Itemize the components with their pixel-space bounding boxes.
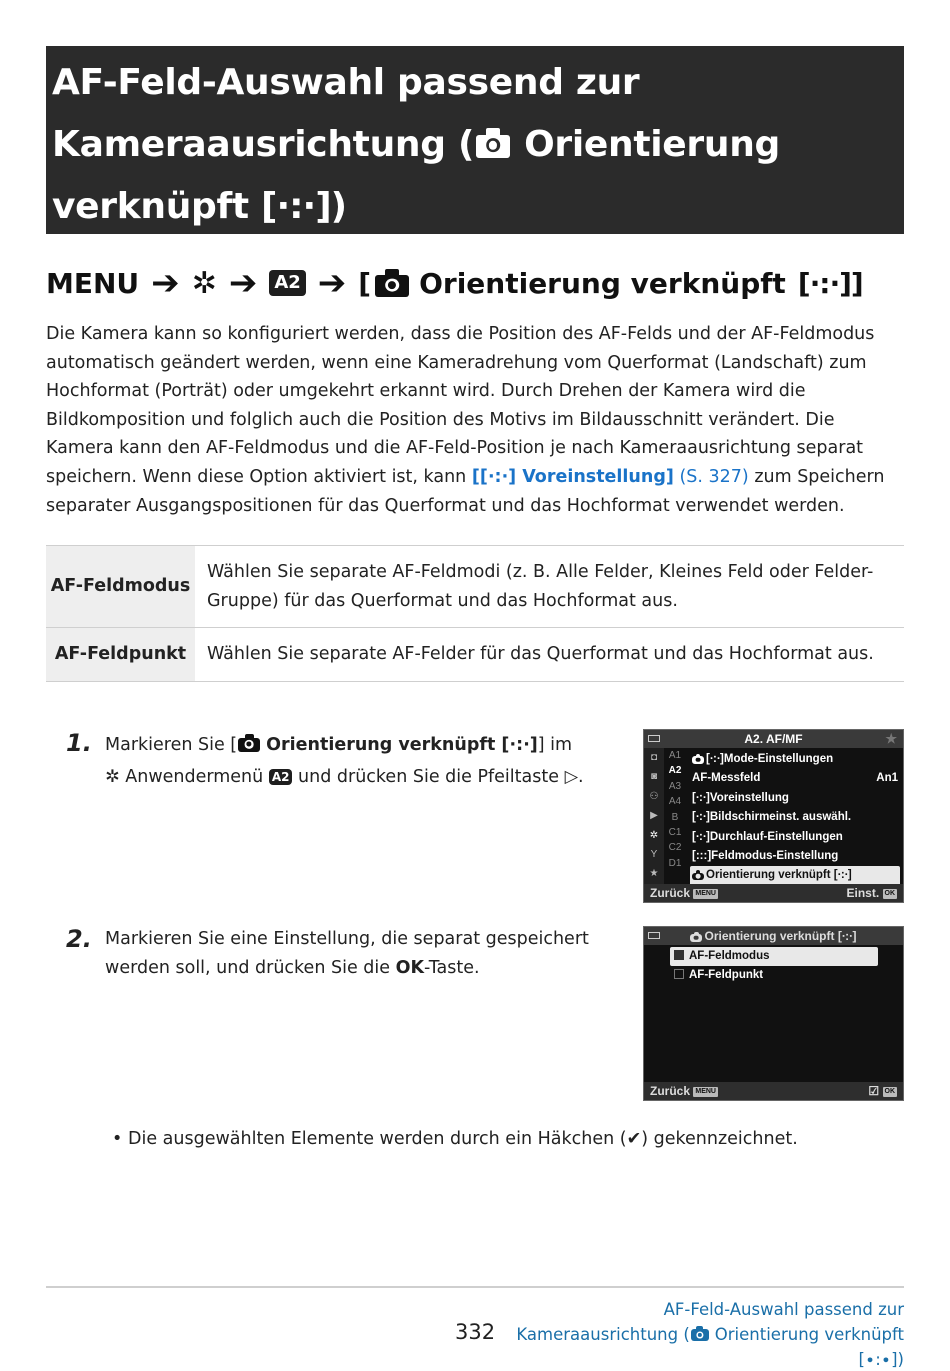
gear-icon: ✲ — [191, 265, 217, 301]
shooting-menu-1-icon[interactable]: ◘ — [650, 752, 658, 763]
menu-item-label: AF-Messfeld — [692, 772, 761, 785]
playback-menu-icon[interactable]: ▶ — [650, 810, 658, 822]
table-key: AF-Feldpunkt — [46, 628, 195, 682]
camera-icon — [691, 1326, 709, 1341]
step-text-part: Anwendermenü — [125, 767, 264, 787]
menu-item-label: Orientierung verknüpft [∙:∙] — [706, 869, 852, 882]
title-line-1: AF-Feld-Auswahl passend zur — [52, 62, 640, 103]
table-value: Wählen Sie separate AF-Feldmodi (z. B. Alle Felder, Kleines Feld oder Felder-Gruppe) für das Querformat und das Hochformat aus. — [195, 546, 904, 628]
menu-item-label: [∙:∙]Bildschirmeinst. auswähl. — [692, 811, 852, 824]
camera-icon — [692, 870, 704, 880]
menu-item-label: [∙:∙]Voreinstellung — [692, 791, 789, 804]
back-label[interactable]: Zurück — [650, 1084, 691, 1098]
table-key: AF-Feldmodus — [46, 546, 195, 628]
bullet-text-part: Die ausgewählten Elemente werden durch ein Häkchen ( — [128, 1129, 627, 1149]
tab-c2[interactable]: C2 — [668, 842, 682, 854]
tab-a3[interactable]: A3 — [668, 780, 682, 792]
checkbox-icon[interactable] — [674, 969, 684, 979]
tab-d1[interactable]: D1 — [668, 857, 682, 869]
arrow-right-icon: ➔ — [151, 263, 180, 303]
footer-section-link[interactable] — [504, 1297, 904, 1371]
arrow-right-icon: ➔ — [228, 263, 258, 303]
menu-item[interactable] — [690, 828, 900, 847]
footer-link-line — [504, 1322, 904, 1347]
intro-paragraph — [46, 320, 904, 520]
gear-icon: ✲ — [105, 767, 120, 787]
a2-badge: A2 — [269, 270, 305, 296]
screen-title: A2. AF/MF — [744, 732, 803, 746]
ok-button-tag: OK — [884, 889, 895, 897]
menu-item-label: [∙:∙]Mode-Einstellungen — [706, 753, 834, 765]
menu-item[interactable] — [690, 808, 900, 827]
ok-key-label: OK — [395, 957, 425, 978]
bracket-close: ] — [850, 266, 864, 300]
footer-link-text: AF-Feld-Auswahl passend zur — [663, 1300, 904, 1319]
bullet-dot: • — [112, 1129, 123, 1149]
arrow-right-icon: ➔ — [317, 263, 347, 303]
page-ref-link[interactable]: (S. 327) — [679, 466, 749, 487]
screen-title-bar — [644, 730, 903, 748]
camera-menu-screen — [643, 729, 904, 903]
step-number: 2. — [66, 925, 92, 953]
footer-link-text: Kameraausrichtung ( — [516, 1325, 690, 1344]
screen-title: Orientierung verknüpft [∙:∙] — [704, 929, 857, 943]
menu-item[interactable] — [690, 750, 900, 769]
gear-icon[interactable]: ✲ — [649, 829, 659, 841]
back-label[interactable]: Zurück — [650, 886, 691, 900]
title-text: verknüpft — [52, 186, 249, 227]
voreinstellung-link[interactable]: [[∙:∙] Voreinstellung] — [471, 466, 674, 487]
battery-icon — [648, 932, 660, 939]
menu-item-label: Orientierung verknüpft — [419, 266, 786, 300]
step-text-part: und drücken Sie die Pfeiltaste — [298, 767, 559, 787]
tab-a1[interactable]: A1 — [668, 750, 682, 761]
star-icon: ★ — [885, 731, 897, 746]
mymenu-star-icon[interactable]: ★ — [649, 868, 659, 880]
setup-menu-icon[interactable]: Y — [650, 848, 658, 860]
camera-icon — [375, 269, 409, 297]
menu-item[interactable] — [690, 847, 900, 866]
title-text: Orientierung — [524, 124, 780, 165]
af-point-icon: [∙:∙] — [797, 266, 851, 300]
table-row — [46, 546, 904, 628]
video-menu-icon[interactable]: ⚇ — [649, 790, 659, 802]
footer-link-text: Orientierung verknüpft — [714, 1325, 904, 1344]
menu-item[interactable] — [690, 789, 900, 808]
set-label[interactable]: Einst. — [846, 886, 880, 900]
step-number: 1. — [66, 729, 92, 757]
checkbox-icon[interactable] — [674, 950, 684, 960]
step-text-part: Markieren Sie eine Einstellung, die separat gespeichert werden soll, und drücken Sie die — [105, 929, 589, 978]
step-text — [105, 925, 635, 982]
orientation-linked-screen — [643, 926, 904, 1101]
title-text: ) — [330, 186, 347, 227]
page-title — [46, 46, 904, 234]
tab-a4[interactable]: A4 — [668, 796, 682, 808]
ok-button-tag: OK — [884, 1087, 895, 1095]
option-af-feldmodus[interactable] — [670, 947, 878, 966]
intro-text: Die Kamera kann so konfiguriert werden, dass die Position des AF-Felds und der AF-Feldmodus automatisch geändert werden, wenn eine Kameradrehung vom Querformat (Landschaft) zum Hochformat (Porträt) oder umgekehrt erkannt wird. Durch Drehen der Kamera wird die Bildkomposition und folglich auch die Position des Motivs im Bildausschnitt verändert. Die Kamera kann den AF-Feldmodus und die AF-Feld-Position je nach Kameraausrichtung separat speichern. Wenn diese Option aktiviert ist, kann — [46, 324, 875, 487]
bullet-text-part: ) gekennzeichnet. — [641, 1129, 798, 1149]
camera-icon — [238, 734, 260, 752]
option-af-feldpunkt[interactable] — [670, 966, 878, 985]
menu-label: MENU — [46, 266, 140, 300]
step-text-part: Markieren Sie [ — [105, 735, 238, 755]
menu-item-value: An1 — [876, 772, 898, 785]
table-row — [46, 628, 904, 682]
menu-item[interactable] — [690, 769, 900, 788]
af-point-icon: [∙:∙] — [261, 186, 331, 227]
menu-button-tag: MENU — [695, 1087, 716, 1095]
menu-items — [690, 750, 900, 886]
tab-c1[interactable]: C1 — [668, 826, 682, 838]
title-line-2 — [52, 114, 898, 176]
menu-path — [46, 262, 904, 304]
title-text: Kameraausrichtung ( — [52, 124, 475, 165]
table-value: Wählen Sie separate AF-Felder für das Querformat und das Hochformat aus. — [195, 628, 904, 682]
screen-title-bar — [644, 927, 903, 945]
option-list — [670, 947, 878, 985]
camera-icon — [476, 128, 510, 158]
menu-button-tag: MENU — [695, 889, 716, 897]
menu-item-label: [:::]Feldmodus-Einstellung — [692, 849, 839, 862]
shooting-menu-2-icon[interactable]: ◙ — [650, 771, 658, 783]
step-text-part: Orientierung verknüpft [∙:∙] — [266, 735, 538, 755]
option-label: AF-Feldpunkt — [689, 969, 764, 981]
checkmark-icon: ☑ — [868, 1084, 880, 1098]
arrow-right-key-icon: ▷. — [564, 767, 584, 787]
tab-a2[interactable]: A2 — [668, 765, 682, 777]
menu-item-selected[interactable] — [690, 866, 900, 885]
title-line-3 — [52, 176, 898, 238]
intro-text: zum Speichern separater Ausgangspositionen für das Querformat und das Hochformat verwendet werden. — [46, 466, 885, 516]
camera-icon — [690, 932, 702, 942]
footer-divider — [46, 1286, 904, 1288]
checkmark-icon: ✔ — [626, 1129, 642, 1149]
screen-footer — [644, 884, 903, 902]
a2-badge: A2 — [269, 769, 293, 785]
step-text-part: -Taste. — [424, 957, 480, 978]
tab-b[interactable]: B — [671, 811, 679, 823]
submenu-tabs — [664, 748, 686, 886]
option-label: AF-Feldmodus — [689, 950, 770, 962]
menu-item-label: [∙:∙]Durchlauf-Einstellungen — [692, 830, 843, 843]
menu-category-bar — [644, 748, 664, 886]
battery-icon — [648, 735, 660, 742]
screen-footer — [644, 1082, 903, 1100]
option-table — [46, 545, 904, 682]
footer-link-text: [∙:∙]) — [858, 1350, 904, 1369]
bracket-open: [ — [358, 266, 372, 300]
bullet-text — [128, 1124, 798, 1154]
step-text — [105, 729, 635, 793]
page-number: 332 — [455, 1320, 496, 1344]
step-text-part: ] im — [537, 735, 573, 755]
camera-icon — [692, 754, 704, 764]
